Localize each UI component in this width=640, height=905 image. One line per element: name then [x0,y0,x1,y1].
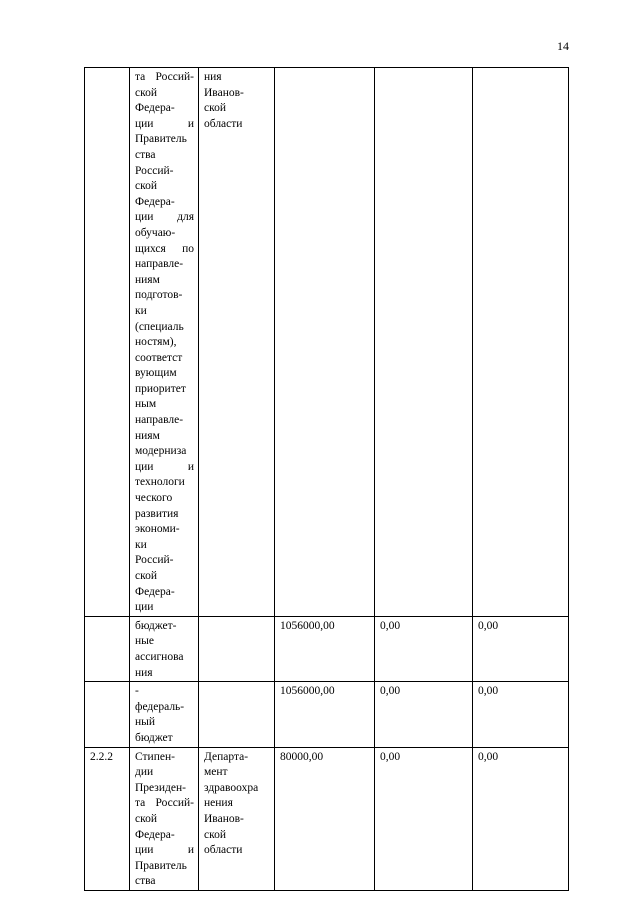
value-3-cell [473,68,569,617]
name-line: вующим [135,367,177,380]
name-line: обучаю- [135,226,176,239]
name-line: ностям), [135,336,177,349]
executor-line: Иванов- [204,86,244,99]
name-line: бюджет- [135,619,177,632]
name-line: дии [135,766,154,779]
name-line: приоритет [135,382,186,395]
name-line: ции и [135,844,194,857]
table-row [85,616,569,681]
name-cell [130,747,199,890]
name-cell [130,68,199,617]
name-line: ния [135,666,153,679]
code-cell [85,682,130,747]
name-line: ции и [135,460,194,473]
code-cell: 2.2.2 [85,747,130,890]
name-line: ные [135,635,154,648]
name-line: - [135,685,139,698]
executor-line: здравоохра [204,781,259,794]
name-line: ской [135,86,158,99]
value-2-cell [375,68,473,617]
name-line: технологи [135,476,185,489]
name-line: ниям [135,429,160,442]
executor-cell [199,68,275,617]
name-line: ки [135,304,147,317]
name-line: Федера- [135,102,175,115]
name-line: Правитель [135,133,187,146]
executor-line: нения [204,797,233,810]
name-line: Федера- [135,585,175,598]
name-cell [130,616,199,681]
value-2-cell: 0,00 [375,682,473,747]
name-line: Россий- [135,164,174,177]
name-line: Федера- [135,195,175,208]
name-cell [130,682,199,747]
executor-line: области [204,117,243,130]
page-number: 14 [557,39,569,53]
name-line: ции для [135,211,194,224]
executor-cell [199,682,275,747]
name-line: направле- [135,258,184,271]
name-line: ской [135,570,158,582]
name-line: Федера- [135,828,175,841]
code-cell [85,68,130,617]
table-row [85,68,569,617]
name-line: ки [135,538,147,551]
name-line: ской [135,812,158,825]
name-line: соответст [135,351,183,364]
executor-line: ской [204,102,227,115]
executor-line: Департа- [204,750,249,763]
name-line: Правитель [135,859,187,872]
name-line: развития [135,507,179,520]
name-line: Президен- [135,781,186,794]
name-line: подготов- [135,289,183,302]
value-1-cell: 1056000,00 [275,682,375,747]
executor-cell [199,747,275,890]
name-line: ный [135,716,156,729]
value-3-cell: 0,00 [473,616,569,681]
name-line: модерниза [135,445,187,458]
executor-line: области [204,844,243,857]
budget-table [84,67,569,891]
table-row [85,682,569,747]
name-line: ции и [135,117,194,130]
value-2-cell: 0,00 [375,747,473,890]
value-3-cell: 0,00 [473,747,569,890]
name-line: экономи- [135,523,180,536]
name-line: бюджет [135,731,173,744]
executor-line: ния [204,71,222,83]
name-line: щихся по [135,242,194,255]
name-line: ции [135,601,154,614]
name-line: та Россий- [135,71,194,83]
name-line: ской [135,180,158,193]
name-line: (специаль [135,320,184,333]
executor-line: ской [204,828,227,841]
name-line: та Россий- [135,797,194,810]
value-3-cell: 0,00 [473,682,569,747]
value-1-cell: 1056000,00 [275,616,375,681]
name-line: ниям [135,273,160,286]
name-line: Россий- [135,554,174,567]
executor-cell [199,616,275,681]
name-line: ческого [135,492,173,505]
value-1-cell [275,68,375,617]
name-line: федераль- [135,700,185,713]
name-line: ства [135,148,156,161]
value-2-cell: 0,00 [375,616,473,681]
value-1-cell: 80000,00 [275,747,375,890]
executor-line: мент [204,766,228,779]
name-line: направле- [135,414,184,427]
name-line: ассигнова [135,650,184,663]
table-row [85,747,569,890]
name-line: ства [135,875,156,888]
code-cell [85,616,130,681]
name-line: ным [135,398,157,411]
name-line: Стипен- [135,750,175,763]
executor-line: Иванов- [204,812,244,825]
